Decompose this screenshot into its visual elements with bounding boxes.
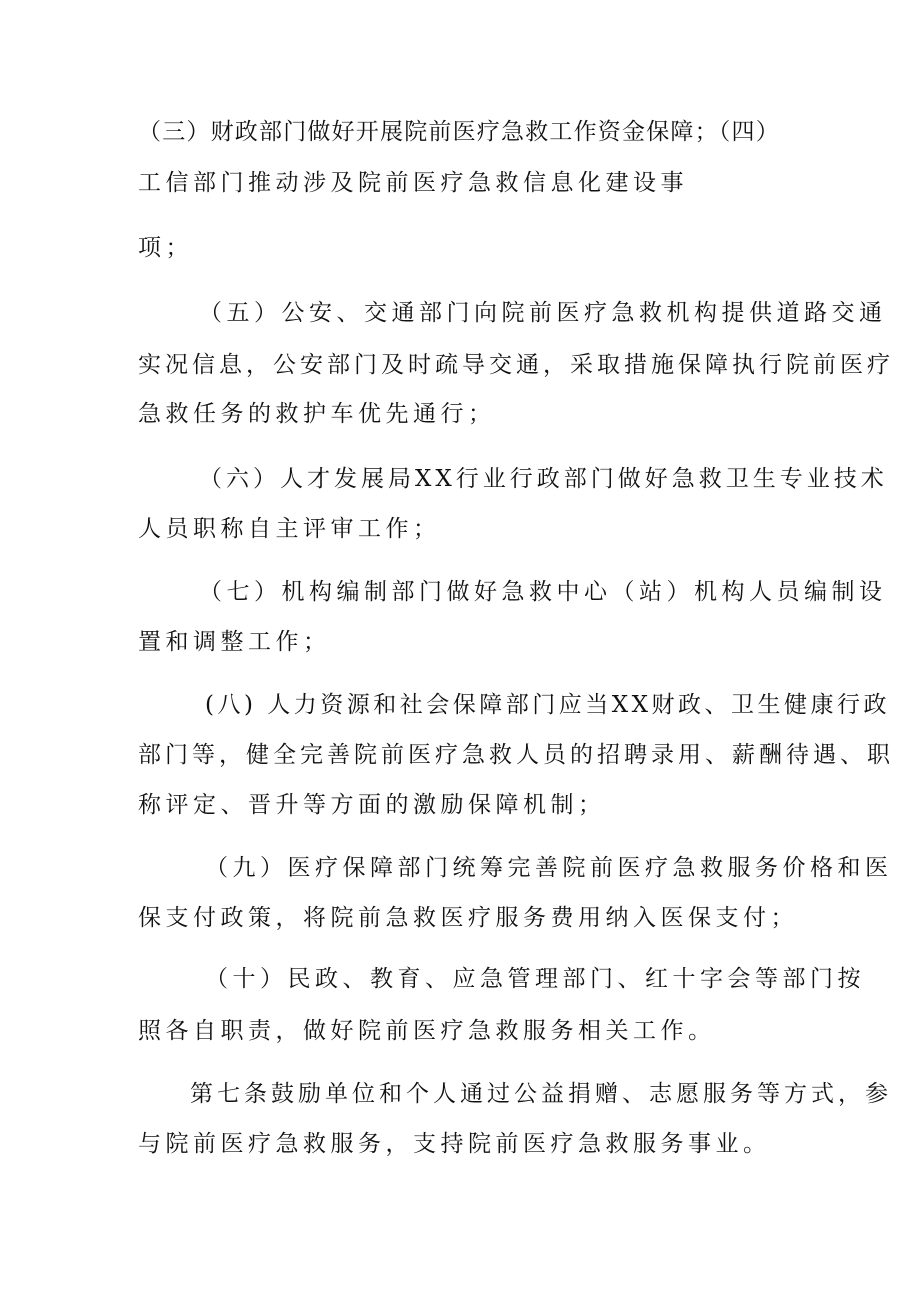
paragraph-3-line-2: 人员职称自主评审工作； — [138, 516, 441, 542]
paragraph-6-line-2: 保支付政策，将院前急救医疗服务费用纳入医保支付； — [138, 905, 798, 931]
paragraph-1-line-1: （三）财政部门做好开展院前医疗急救工作资金保障；（四） — [138, 119, 780, 145]
paragraph-3-line-1: （六）人才发展局XX行业行政部门做好急救卫生专业技术 — [199, 466, 888, 492]
paragraph-2-line-2: 实况信息，公安部门及时疏导交通，采取措施保障执行院前医疗 — [138, 352, 894, 378]
paragraph-5-line-1: (八) 人力资源和社会保障部门应当XX财政、卫生健康行政 — [205, 692, 891, 718]
paragraph-4-line-2: 置和调整工作； — [138, 629, 331, 655]
paragraph-7-line-1: （十）民政、教育、应急管理部门、红十字会等部门按 — [205, 966, 865, 992]
paragraph-1-line-3: 项； — [138, 235, 193, 261]
paragraph-8-line-1: 第七条鼓励单位和个人通过公益捐赠、志愿服务等方式，参 — [190, 1081, 892, 1107]
paragraph-5-line-2: 部门等，健全完善院前医疗急救人员的招聘录用、薪酬待遇、职 — [138, 742, 894, 768]
paragraph-2-line-1: （五）公安、交通部门向院前医疗急救机构提供道路交通 — [199, 300, 887, 326]
paragraph-4-line-1: （七）机构编制部门做好急救中心（站）机构人员编制设 — [199, 579, 887, 605]
paragraph-1-line-2: 工信部门推动涉及院前医疗急救信息化建设事 — [138, 170, 688, 196]
paragraph-5-line-3: 称评定、晋升等方面的激励保障机制； — [138, 792, 606, 818]
paragraph-2-line-3: 急救任务的救护车优先通行； — [138, 401, 496, 427]
paragraph-8-line-2: 与院前医疗急救服务，支持院前医疗急救服务事业。 — [138, 1131, 771, 1157]
paragraph-6-line-1: （九）医疗保障部门统筹完善院前医疗急救服务价格和医 — [205, 855, 893, 881]
paragraph-7-line-2: 照各自职责，做好院前医疗急救服务相关工作。 — [138, 1018, 716, 1044]
